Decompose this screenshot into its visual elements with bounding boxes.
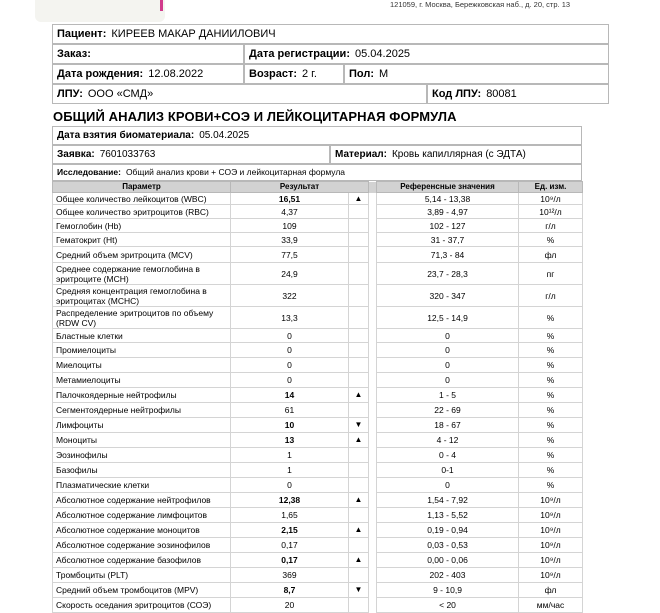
sample-date: 05.04.2025: [199, 130, 250, 141]
parameter-name: Абсолютное содержание лимфоцитов: [53, 508, 231, 523]
reference-range: 0,19 - 0,94: [377, 523, 519, 538]
result-value: 109: [231, 219, 349, 233]
unit: 10⁹/л: [519, 553, 583, 568]
reference-range: 1,13 - 5,52: [377, 508, 519, 523]
result-value: 4,37: [231, 205, 349, 219]
sample-date-row: [52, 126, 582, 145]
report-sheet: [52, 24, 612, 613]
request-row: [52, 145, 330, 164]
table-row: [53, 433, 583, 448]
reference-range: 202 - 403: [377, 568, 519, 583]
unit: 10⁹/л: [519, 538, 583, 553]
lpu-code-row: [427, 84, 609, 104]
parameter-name: Лимфоциты: [53, 418, 231, 433]
reference-range: 0-1: [377, 463, 519, 478]
logo-area: [35, 0, 165, 22]
result-flag-icon: [349, 358, 369, 373]
table-row: [53, 193, 583, 205]
parameter-name: Гемоглобин (Hb): [53, 219, 231, 233]
header-reference: Референсные значения: [377, 182, 519, 193]
reference-range: 0: [377, 358, 519, 373]
result-value: 13,3: [231, 307, 349, 329]
birth-date: 12.08.2022: [148, 68, 204, 80]
result-flag-icon: [349, 307, 369, 329]
age: 2 г.: [302, 68, 317, 80]
result-flag-icon: ▲: [349, 388, 369, 403]
result-value: 61: [231, 403, 349, 418]
lpu-code-label: Код ЛПУ:: [432, 88, 482, 100]
parameter-name: Тромбоциты (PLT): [53, 568, 231, 583]
reference-range: 1 - 5: [377, 388, 519, 403]
result-flag-icon: [349, 568, 369, 583]
unit: 10⁹/л: [519, 193, 583, 205]
result-value: 33,9: [231, 233, 349, 247]
table-row: [53, 285, 583, 307]
result-value: 10: [231, 418, 349, 433]
unit: 10⁹/л: [519, 493, 583, 508]
result-flag-icon: [349, 373, 369, 388]
table-row: [53, 343, 583, 358]
header-parameter: Параметр: [53, 182, 231, 193]
lpu-label: ЛПУ:: [57, 88, 83, 100]
unit: %: [519, 463, 583, 478]
result-value: 13: [231, 433, 349, 448]
header-unit: Ед. изм.: [519, 182, 583, 193]
result-value: 0: [231, 343, 349, 358]
header-result: Результат: [231, 182, 369, 193]
result-flag-icon: [349, 285, 369, 307]
table-row: [53, 373, 583, 388]
result-value: 0: [231, 329, 349, 343]
result-flag-icon: [349, 329, 369, 343]
table-row: [53, 538, 583, 553]
reference-range: 71,3 - 84: [377, 247, 519, 263]
study-row: [52, 164, 582, 181]
reference-range: 4 - 12: [377, 433, 519, 448]
parameter-name: Среднее содержание гемоглобина в эритроците (MCH): [53, 263, 231, 285]
result-value: 24,9: [231, 263, 349, 285]
result-value: 1: [231, 448, 349, 463]
parameter-name: Гематокрит (Ht): [53, 233, 231, 247]
table-row: [53, 508, 583, 523]
lpu: ООО «СМД»: [87, 88, 154, 100]
parameter-name: Эозинофилы: [53, 448, 231, 463]
result-flag-icon: ▲: [349, 553, 369, 568]
order-row: [52, 44, 244, 64]
study: Общий анализ крови + СОЭ и лейкоцитарная формула: [125, 167, 346, 177]
reference-range: 0: [377, 373, 519, 388]
results-table: [52, 181, 583, 613]
material-label: Материал:: [335, 149, 387, 160]
unit: %: [519, 307, 583, 329]
unit: 10⁹/л: [519, 568, 583, 583]
request-label: Заявка:: [57, 149, 95, 160]
unit: 10¹²/л: [519, 205, 583, 219]
unit: %: [519, 358, 583, 373]
result-flag-icon: ▲: [349, 493, 369, 508]
result-flag-icon: [349, 508, 369, 523]
result-value: 1,65: [231, 508, 349, 523]
reference-range: 18 - 67: [377, 418, 519, 433]
material-row: [330, 145, 582, 164]
parameter-name: Распределение эритроцитов по объему (RDW CV): [53, 307, 231, 329]
reference-range: 31 - 37,7: [377, 233, 519, 247]
unit: %: [519, 418, 583, 433]
parameter-name: Метамиелоциты: [53, 373, 231, 388]
result-flag-icon: [349, 343, 369, 358]
parameter-name: Общее количество лейкоцитов (WBC): [53, 193, 231, 205]
material: Кровь капиллярная (с ЭДТА): [391, 149, 526, 160]
table-row: [53, 247, 583, 263]
unit: пг: [519, 263, 583, 285]
patient-name-row: [52, 24, 609, 44]
table-row: [53, 553, 583, 568]
logo-accent: [160, 0, 163, 11]
parameter-name: Абсолютное содержание моноцитов: [53, 523, 231, 538]
result-flag-icon: ▲: [349, 523, 369, 538]
table-row: [53, 583, 583, 598]
result-flag-icon: [349, 247, 369, 263]
unit: %: [519, 373, 583, 388]
result-flag-icon: [349, 478, 369, 493]
result-value: 0: [231, 478, 349, 493]
order-label: Заказ:: [57, 48, 91, 60]
reference-range: 0: [377, 478, 519, 493]
result-value: 369: [231, 568, 349, 583]
reg-date: 05.04.2025: [355, 48, 411, 60]
result-value: 322: [231, 285, 349, 307]
parameter-name: Абсолютное содержание нейтрофилов: [53, 493, 231, 508]
result-flag-icon: [349, 463, 369, 478]
result-flag-icon: [349, 219, 369, 233]
result-value: 16,51: [231, 193, 349, 205]
result-flag-icon: [349, 403, 369, 418]
table-row: [53, 568, 583, 583]
unit: %: [519, 329, 583, 343]
unit: 10⁹/л: [519, 523, 583, 538]
table-row: [53, 233, 583, 247]
parameter-name: Средняя концентрация гемоглобина в эритроцитах (MCHC): [53, 285, 231, 307]
table-row: [53, 403, 583, 418]
sex-label: Пол:: [349, 68, 375, 80]
table-row: [53, 418, 583, 433]
result-value: 0: [231, 373, 349, 388]
result-value: 8,7: [231, 583, 349, 598]
table-row: [53, 307, 583, 329]
result-flag-icon: [349, 205, 369, 219]
result-flag-icon: [349, 233, 369, 247]
unit: фл: [519, 247, 583, 263]
parameter-name: Моноциты: [53, 433, 231, 448]
reference-range: 102 - 127: [377, 219, 519, 233]
parameter-name: Средний объем эритроцита (MCV): [53, 247, 231, 263]
result-flag-icon: [349, 263, 369, 285]
patient-name: КИРЕЕВ МАКАР ДАНИИЛОВИЧ: [111, 28, 276, 40]
reference-range: 23,7 - 28,3: [377, 263, 519, 285]
unit: %: [519, 233, 583, 247]
result-value: 77,5: [231, 247, 349, 263]
parameter-name: Абсолютное содержание эозинофилов: [53, 538, 231, 553]
table-row: [53, 448, 583, 463]
table-row: [53, 329, 583, 343]
reg-date-label: Дата регистрации:: [249, 48, 350, 60]
unit: г/л: [519, 285, 583, 307]
results-header: [53, 182, 583, 193]
unit: фл: [519, 583, 583, 598]
sample-date-label: Дата взятия биоматериала:: [57, 130, 195, 141]
study-label: Исследование:: [57, 167, 121, 177]
result-flag-icon: ▲: [349, 193, 369, 205]
unit: %: [519, 388, 583, 403]
table-row: [53, 463, 583, 478]
lab-address: 121059, г. Москва, Бережковская наб., д. 20, стр. 13: [390, 0, 571, 9]
table-row: [53, 263, 583, 285]
parameter-name: Плазматические клетки: [53, 478, 231, 493]
age-label: Возраст:: [249, 68, 297, 80]
result-value: 0,17: [231, 553, 349, 568]
result-flag-icon: ▼: [349, 418, 369, 433]
reference-range: 320 - 347: [377, 285, 519, 307]
result-value: 12,38: [231, 493, 349, 508]
table-row: [53, 205, 583, 219]
unit: %: [519, 433, 583, 448]
reg-date-row: [244, 44, 609, 64]
table-row: [53, 523, 583, 538]
result-value: 2,15: [231, 523, 349, 538]
result-value: 0: [231, 358, 349, 373]
parameter-name: Бластные клетки: [53, 329, 231, 343]
unit: 10⁹/л: [519, 508, 583, 523]
sex: М: [379, 68, 389, 80]
patient-name-label: Пациент:: [57, 28, 107, 40]
parameter-name: Миелоциты: [53, 358, 231, 373]
reference-range: 9 - 10,9: [377, 583, 519, 598]
unit: мм/час: [519, 598, 583, 613]
parameter-name: Палочкоядерные нейтрофилы: [53, 388, 231, 403]
reference-range: 0: [377, 329, 519, 343]
table-row: [53, 358, 583, 373]
result-flag-icon: [349, 538, 369, 553]
reference-range: 0,03 - 0,53: [377, 538, 519, 553]
result-flag-icon: ▼: [349, 583, 369, 598]
unit: г/л: [519, 219, 583, 233]
report-title: ОБЩИЙ АНАЛИЗ КРОВИ+СОЭ И ЛЕЙКОЦИТАРНАЯ ФОРМУЛА: [53, 109, 457, 124]
table-row: [53, 493, 583, 508]
reference-range: 22 - 69: [377, 403, 519, 418]
table-row: [53, 478, 583, 493]
parameter-name: Средний объем тромбоцитов (MPV): [53, 583, 231, 598]
birth-label: Дата рождения:: [57, 68, 144, 80]
birth-row: [52, 64, 244, 84]
unit: %: [519, 403, 583, 418]
reference-range: 5,14 - 13,38: [377, 193, 519, 205]
reference-range: < 20: [377, 598, 519, 613]
lpu-row: [52, 84, 427, 104]
result-value: 1: [231, 463, 349, 478]
parameter-name: Скорость оседания эритроцитов (СОЭ): [53, 598, 231, 613]
parameter-name: Базофилы: [53, 463, 231, 478]
unit: %: [519, 343, 583, 358]
parameter-name: Абсолютное содержание базофилов: [53, 553, 231, 568]
unit: %: [519, 478, 583, 493]
lpu-code: 80081: [486, 88, 517, 100]
reference-range: 3,89 - 4,97: [377, 205, 519, 219]
reference-range: 12,5 - 14,9: [377, 307, 519, 329]
result-flag-icon: ▲: [349, 433, 369, 448]
result-value: 0,17: [231, 538, 349, 553]
reference-range: 0,00 - 0,06: [377, 553, 519, 568]
age-row: [244, 64, 344, 84]
table-row: [53, 388, 583, 403]
reference-range: 0 - 4: [377, 448, 519, 463]
result-value: 20: [231, 598, 349, 613]
result-value: 14: [231, 388, 349, 403]
reference-range: 0: [377, 343, 519, 358]
parameter-name: Общее количество эритроцитов (RBC): [53, 205, 231, 219]
sex-row: [344, 64, 609, 84]
unit: %: [519, 448, 583, 463]
parameter-name: Сегментоядерные нейтрофилы: [53, 403, 231, 418]
reference-range: 1,54 - 7,92: [377, 493, 519, 508]
request-number: 7601033763: [99, 149, 156, 160]
table-row: [53, 219, 583, 233]
parameter-name: Промиелоциты: [53, 343, 231, 358]
result-flag-icon: [349, 448, 369, 463]
